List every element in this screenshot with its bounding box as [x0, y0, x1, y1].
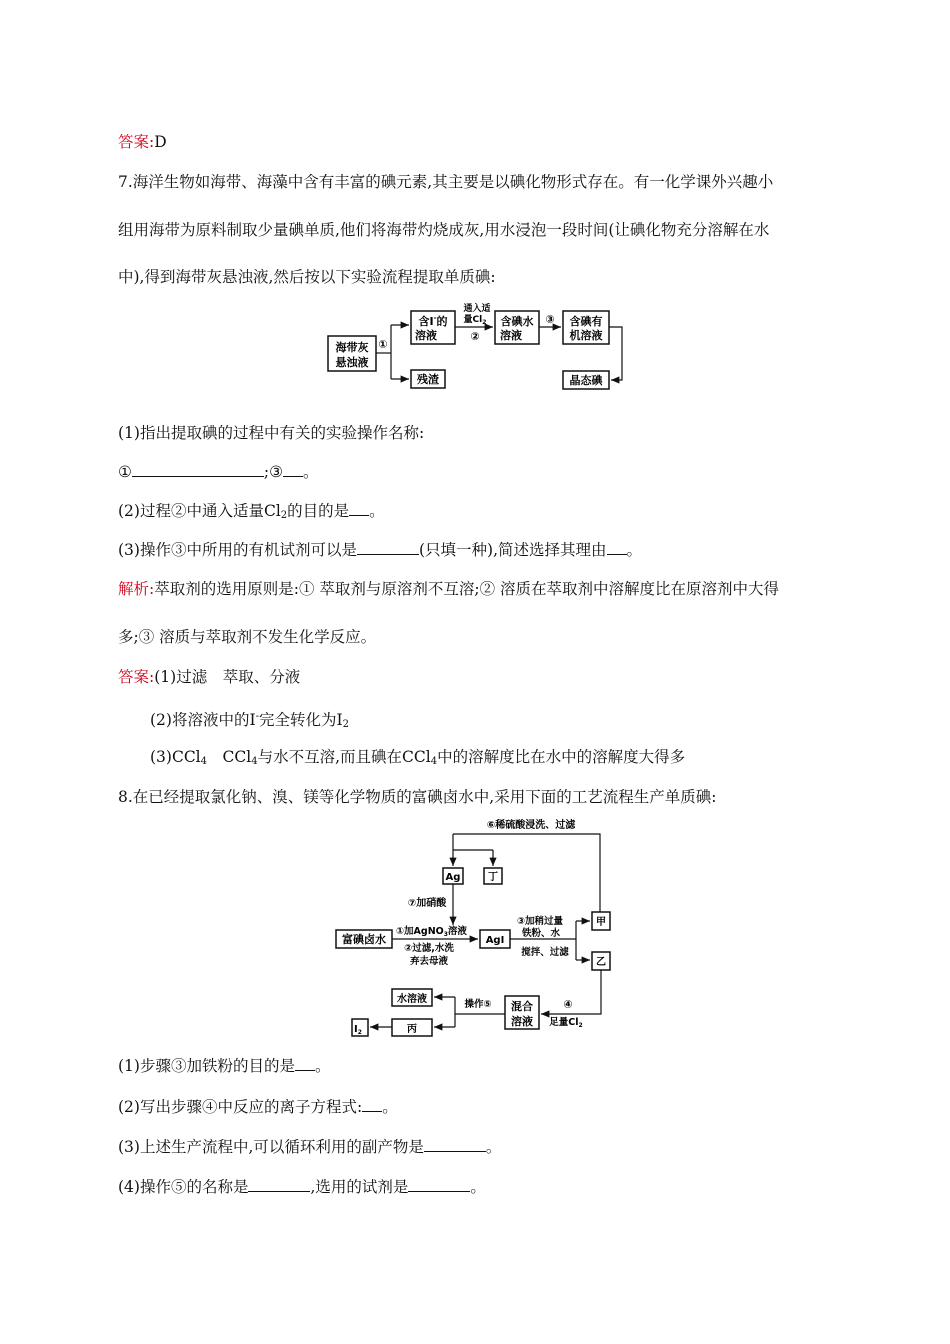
- q7-line-3: 中),得到海带灰悬浊液,然后按以下实验流程提取单质碘:: [118, 268, 496, 286]
- q7-line-2: 组用海带为原料制取少量碘单质,他们将海带灼烧成灰,用水浸泡一段时间(让碘化物充分溶解在水: [118, 221, 770, 239]
- box-kelp-suspension-text-2: 悬浊液: [335, 356, 369, 369]
- q8-sub2: [118, 1097, 398, 1117]
- answer-text-3a: (3)CCl: [150, 748, 201, 766]
- cl2-label-top: 通入适: [463, 304, 491, 314]
- answer-blank-purpose[interactable]: [349, 501, 369, 516]
- q7-sub1-blank-b-label: ;③: [263, 463, 284, 481]
- q7-answer-line-3: [150, 747, 685, 772]
- box-mix-text-2: 溶液: [511, 1015, 533, 1028]
- box-aqueous-text: 水溶液: [397, 994, 427, 1005]
- q7-sub3: [118, 540, 642, 560]
- period: 。: [314, 1057, 331, 1075]
- q8-line-1: 8.在已经提取氯化钠、溴、镁等化学物质的富碘卤水中,采用下面的工艺流程生产单质碘:: [118, 788, 717, 806]
- step1-label: ①加AgNO$_3$溶液: [396, 926, 467, 938]
- answer-blank-equation[interactable]: [362, 1097, 382, 1112]
- step3-label-a: ③加稍过量: [516, 916, 564, 927]
- answer-blank-byproduct[interactable]: [424, 1137, 486, 1152]
- answer-text-2a: (2)将溶液中的I: [150, 711, 256, 729]
- q7-answer-line-2: [150, 707, 349, 735]
- subscript: 2: [342, 719, 349, 730]
- q8-sub4: [118, 1177, 486, 1197]
- answer-value: D: [154, 133, 167, 151]
- step3-label: ③: [545, 313, 555, 326]
- q7-sub2: [118, 501, 385, 526]
- answer-d-line: [118, 132, 167, 152]
- q8-sub4-text: (4)操作⑤的名称是: [118, 1178, 249, 1196]
- q7-flow-diagram: [325, 303, 635, 395]
- q7-answer-line-1: [118, 667, 300, 687]
- q7-sub3-text-b: (只填一种),简述选择其理由: [418, 541, 607, 559]
- q8-sub2-text: (2)写出步骤④中反应的离子方程式:: [118, 1098, 363, 1116]
- box-yi-text: 乙: [596, 957, 606, 968]
- box-iodine-water-text-1: 含碘水: [500, 315, 534, 328]
- box-i2-text: $I_2$: [354, 1024, 362, 1036]
- box-agi-text: AgI: [485, 935, 505, 946]
- subscript: 4: [200, 756, 208, 767]
- answer-blank-reason[interactable]: [607, 540, 627, 555]
- period: 。: [626, 541, 643, 559]
- period: 。: [485, 1138, 502, 1156]
- box-organic-text-1: 含碘有: [569, 315, 603, 328]
- step1-label: ①: [378, 338, 388, 351]
- answer-text-3b: CCl: [207, 748, 252, 766]
- step3-label-c: 搅拌、过滤: [521, 947, 569, 958]
- q8-sub1-text: (1)步骤③加铁粉的目的是: [118, 1057, 295, 1075]
- box-organic-text-2: 机溶液: [569, 329, 603, 342]
- answer-blank-reagent-2[interactable]: [408, 1177, 470, 1192]
- period: 。: [470, 1178, 486, 1196]
- step7-label: ⑦加硝酸: [407, 898, 447, 909]
- box-iodine-water-text-2: 溶液: [500, 329, 522, 342]
- answer-blank-operation[interactable]: [248, 1177, 310, 1192]
- q7-sub3-text: (3)操作③中所用的有机试剂可以是: [118, 541, 357, 559]
- answer-blank-1[interactable]: [132, 462, 264, 477]
- answer-label: 答案:: [118, 133, 155, 151]
- subscript: 2: [280, 510, 288, 521]
- box-iodide-text-1: 含I-的: [418, 314, 448, 328]
- box-mix-text-1: 混合: [511, 1000, 533, 1013]
- step5-label: 操作⑤: [464, 999, 492, 1010]
- step2-label-b: 弃去母液: [409, 956, 449, 967]
- answer-text-1: (1)过滤 萃取、分液: [154, 668, 301, 686]
- q8-sub3: [118, 1137, 501, 1157]
- step2-label-a: ②过滤,水洗: [404, 943, 454, 954]
- box-ding-text: 丁: [488, 872, 498, 883]
- period: 。: [303, 463, 319, 481]
- q8-sub1: [118, 1056, 330, 1076]
- box-brine-text: 富碘卤水: [342, 933, 386, 946]
- superscript: -: [255, 711, 259, 722]
- step4-label: ④: [563, 998, 573, 1011]
- answer-text-2b: 完全转化为I: [258, 711, 343, 729]
- step3-label-b: 铁粉、水: [521, 928, 561, 939]
- subscript: 4: [251, 756, 258, 767]
- q7-sub2-text: (2)过程②中通入适量Cl: [118, 502, 281, 520]
- q7-line-1: 7.海洋生物如海带、海藻中含有丰富的碘元素,其主要是以碘化物形式存在。有一化学课外兴趣小: [118, 173, 774, 191]
- q7-sub1-blank-a-label: ①: [118, 463, 132, 481]
- q8-sub3-text: (3)上述生产流程中,可以循环利用的副产物是: [118, 1138, 424, 1156]
- answer-label: 答案:: [118, 668, 155, 686]
- subscript: 4: [430, 756, 438, 767]
- analysis-label: 解析:: [118, 580, 155, 598]
- q8-sub4-text-b: ,选用的试剂是: [310, 1178, 409, 1196]
- q7-sub1-blanks: [118, 462, 319, 482]
- answer-blank-reagent[interactable]: [357, 540, 419, 555]
- box-ag-text: Ag: [445, 872, 461, 883]
- answer-blank-3[interactable]: [283, 462, 303, 477]
- step4-reagent: 足量$Cl_2$: [549, 1017, 583, 1029]
- answer-blank-iron[interactable]: [295, 1056, 315, 1071]
- step6-label: ⑥稀硫酸浸洗、过滤: [486, 820, 576, 831]
- q8-flow-diagram: [333, 814, 623, 1040]
- period: 。: [369, 502, 385, 520]
- analysis-line-1: [118, 579, 779, 599]
- box-crystal-iodine-text: 晶态碘: [569, 374, 603, 387]
- period: 。: [382, 1098, 398, 1116]
- box-iodide-text-2: 溶液: [415, 329, 437, 342]
- answer-text-3d: 中的溶解度比在水中的溶解度大得多: [437, 748, 686, 766]
- analysis-text-1: 萃取剂的选用原则是:① 萃取剂与原溶剂不互溶;② 溶质在萃取剂中溶解度比在原溶剂中大得: [154, 580, 780, 598]
- q7-sub1: (1)指出提取碘的过程中有关的实验操作名称:: [118, 424, 425, 442]
- analysis-line-2: 多;③ 溶质与萃取剂不发生化学反应。: [118, 628, 377, 646]
- cl2-label-bottom: 量$Cl_2$: [463, 315, 487, 326]
- box-residue-text: 残渣: [417, 373, 439, 386]
- answer-text-3c: 与水不互溶,而且碘在CCl: [257, 748, 431, 766]
- q7-sub2-text-b: 的目的是: [287, 502, 350, 520]
- box-kelp-suspension-text-1: 海带灰: [335, 341, 369, 354]
- box-bing-text: 丙: [407, 1024, 417, 1035]
- step2-label: ②: [470, 330, 480, 343]
- box-jia-text: 甲: [596, 917, 606, 928]
